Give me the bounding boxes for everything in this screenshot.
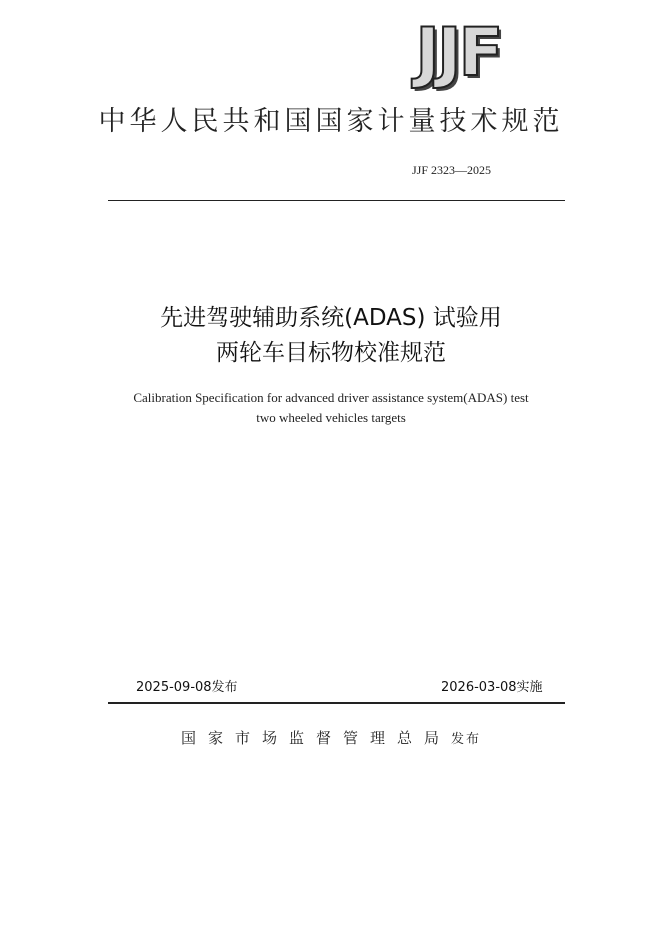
english-title-line-1: Calibration Specification for advanced driver assistance system(ADAS) test xyxy=(133,390,529,405)
release-date: 2025-09-08发布 xyxy=(136,680,238,695)
issuer-name: 国家市场监督管理总局 xyxy=(180,729,451,747)
chinese-title-line-1: 先进驾驶辅助系统(ADAS) 试验用 xyxy=(160,305,502,331)
jjf-logo xyxy=(382,14,534,91)
english-title-line-2: two wheeled vehicles targets xyxy=(256,410,406,425)
organization-title: 中华人民共和国国家计量技术规范 xyxy=(98,106,564,137)
bottom-divider xyxy=(108,702,565,704)
standard-code: JJF 2323—2025 xyxy=(412,163,492,177)
top-divider xyxy=(108,200,565,201)
logo-text: JJF xyxy=(415,14,501,91)
issuer-suffix: 发布 xyxy=(451,732,482,747)
chinese-title-line-2: 两轮车目标物校准规范 xyxy=(216,340,446,366)
issuer-line xyxy=(0,727,662,751)
effective-date: 2026-03-08实施 xyxy=(441,680,543,695)
